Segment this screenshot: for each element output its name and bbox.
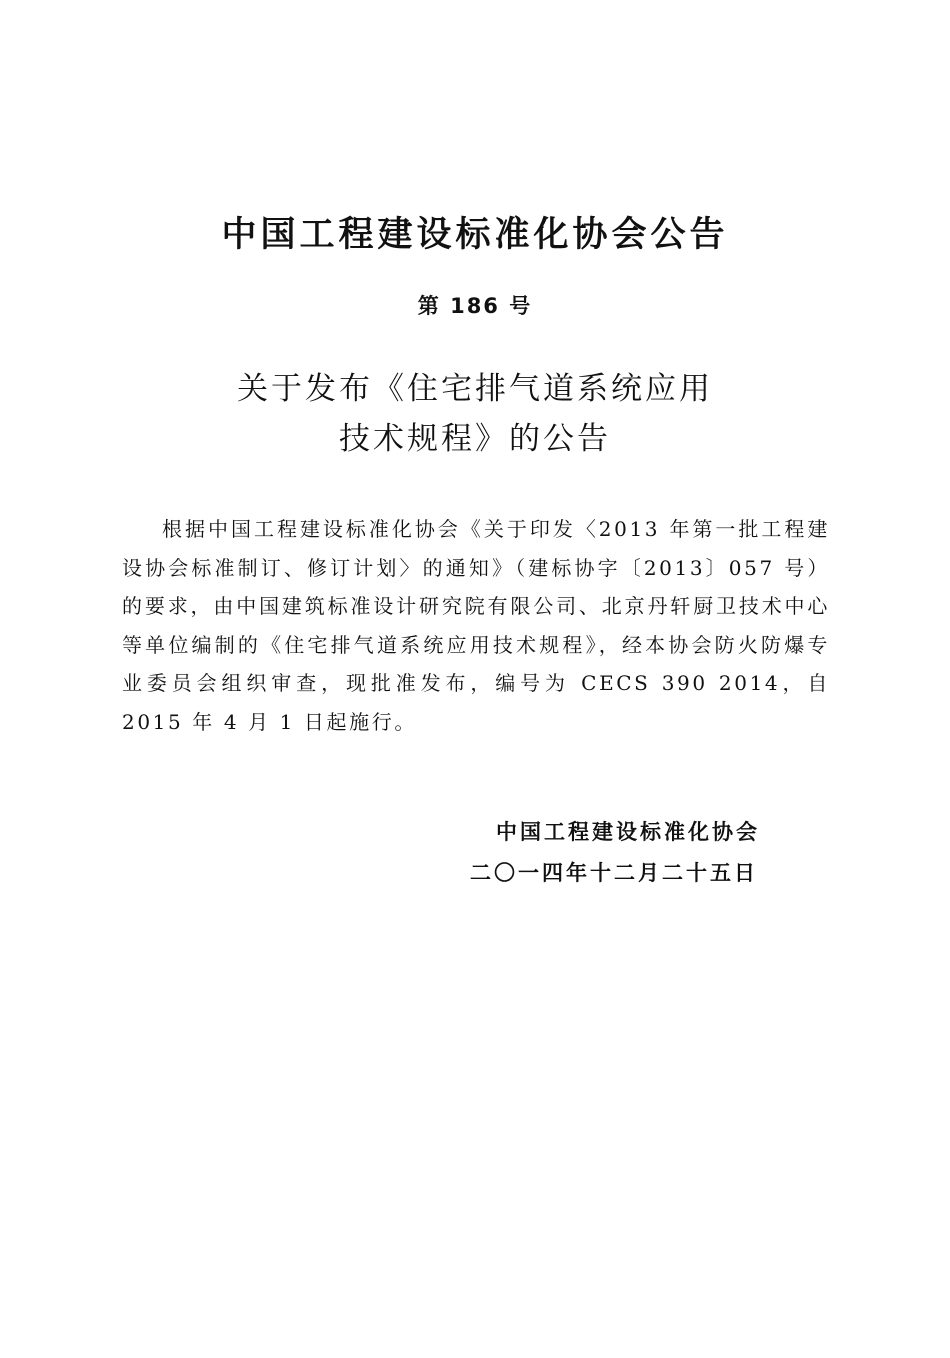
issue-number: 第 186 号 (417, 294, 533, 318)
announcement-body: 根据中国工程建设标准化协会《关于印发〈2013 年第一批工程建设协会标准制订、修订计划〉的通知》（建标协字〔2013〕057 号）的要求，由中国建筑标准设计研究院有限公司、北京丹轩厨卫技术中心等单位编制的《住宅排气道系统应用技术规程》，经本协会防火防爆专业委员会组织审查，现批准发布，编号为 CECS 390 2014，自 2015 年 4 月 1 日起施行。 (122, 517, 830, 734)
subject-title-line-2: 技术规程》的公告 (339, 421, 611, 457)
signature-date: 二〇一四年十二月二十五日 (470, 861, 758, 885)
subject-title-line-1: 关于发布《住宅排气道系统应用 (237, 371, 713, 407)
announcement-title: 中国工程建设标准化协会公告 (221, 215, 729, 255)
signature-block (470, 812, 790, 894)
subject-title (0, 364, 950, 464)
signature-organization: 中国工程建设标准化协会 (496, 820, 760, 844)
